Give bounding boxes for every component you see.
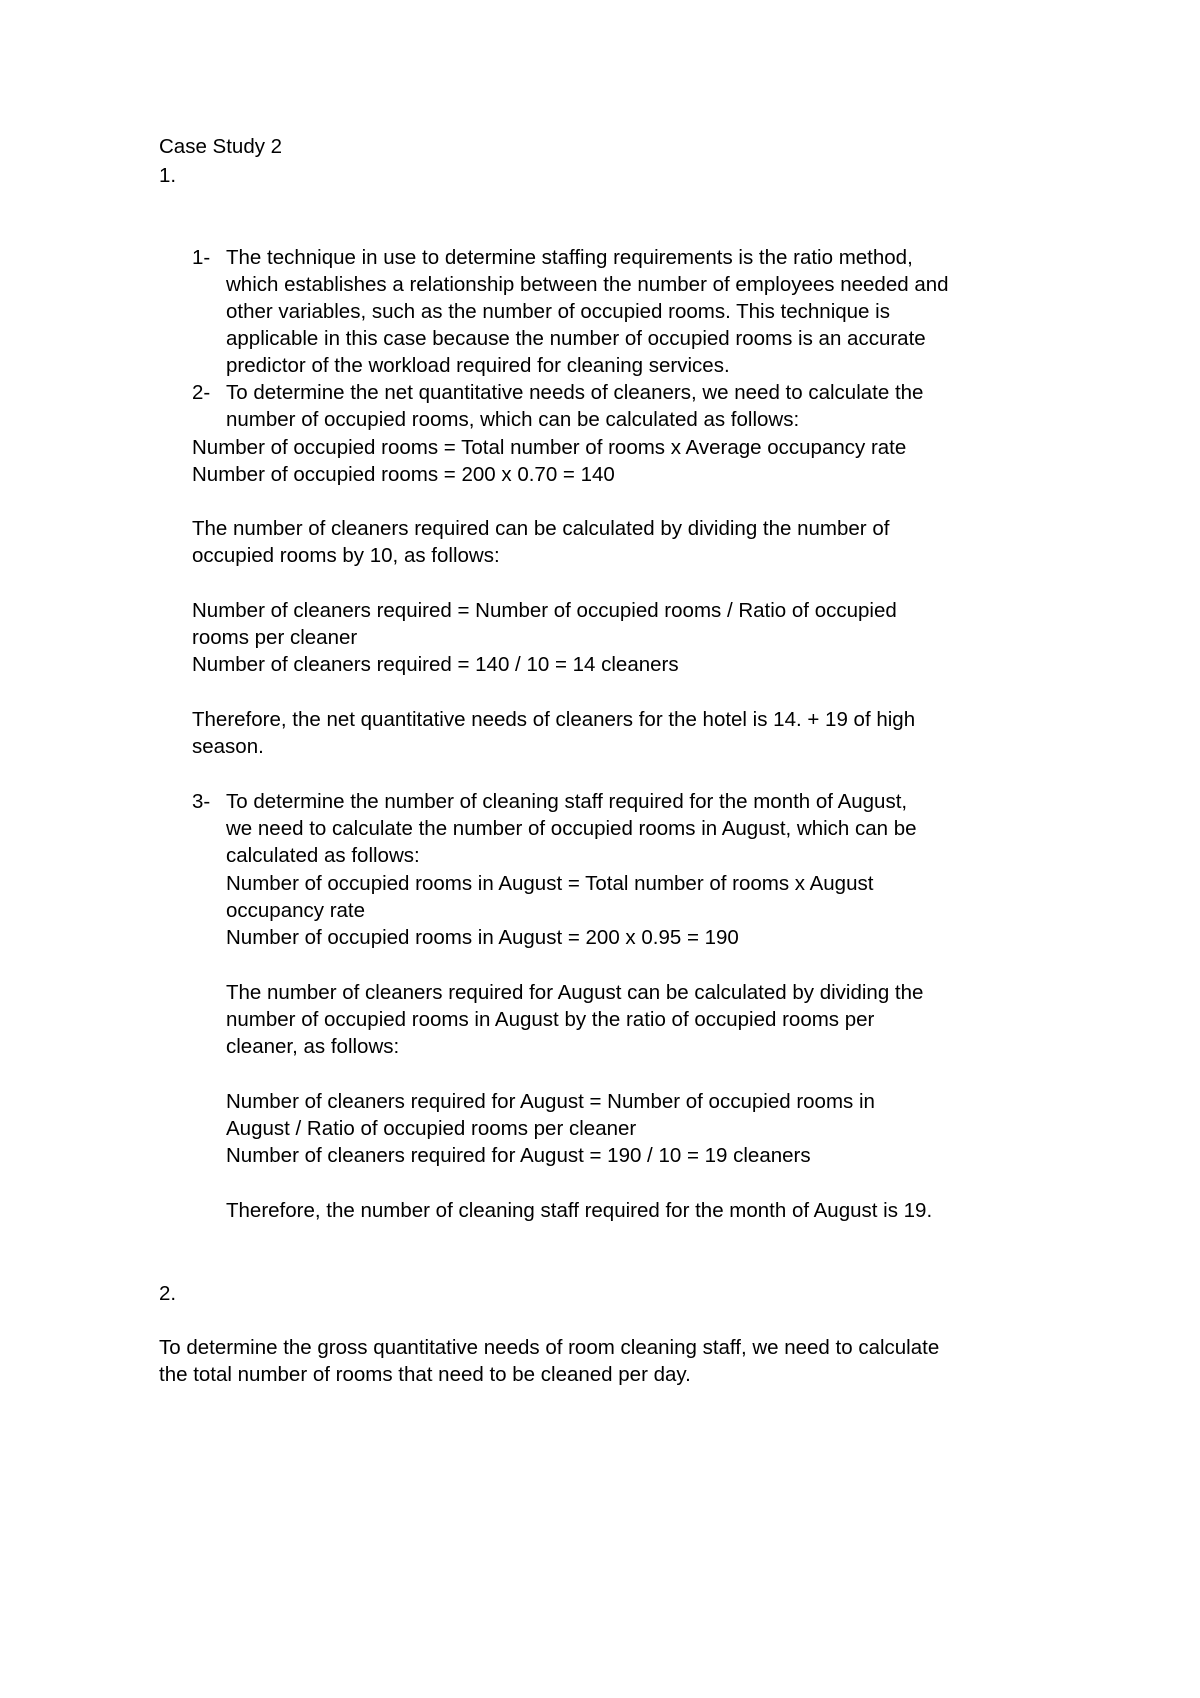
list-number: 1- (192, 246, 211, 269)
paragraph-line: applicable in this case because the number of occupied rooms is an accurate (226, 327, 926, 350)
paragraph-line: To determine the gross quantitative needs of room cleaning staff, we need to calculate (159, 1336, 940, 1359)
paragraph-line: calculated as follows: (226, 844, 420, 867)
paragraph-line: Therefore, the net quantitative needs of cleaners for the hotel is 14. + 19 of high (192, 708, 916, 731)
formula-line: Number of occupied rooms = 200 x 0.70 = 140 (192, 463, 615, 486)
paragraph-line: The technique in use to determine staffing requirements is the ratio method, (226, 246, 913, 269)
paragraph-line: the total number of rooms that need to be cleaned per day. (159, 1363, 691, 1386)
paragraph-line: Therefore, the number of cleaning staff required for the month of August is 19. (226, 1199, 933, 1222)
formula-line: Number of cleaners required for August = Number of occupied rooms in (226, 1090, 875, 1113)
page-title: Case Study 2 (159, 135, 283, 158)
formula-line: Number of occupied rooms in August = 200 x 0.95 = 190 (226, 926, 739, 949)
formula-line: Number of cleaners required = 140 / 10 = 14 cleaners (192, 653, 679, 676)
formula-line: August / Ratio of occupied rooms per cleaner (226, 1117, 637, 1140)
paragraph-line: predictor of the workload required for cleaning services. (226, 354, 730, 377)
paragraph-line: other variables, such as the number of occupied rooms. This technique is (226, 300, 890, 323)
paragraph-line: The number of cleaners required can be calculated by dividing the number of (192, 517, 890, 540)
list-number: 3- (192, 790, 211, 813)
formula-line: Number of occupied rooms in August = Total number of rooms x August (226, 872, 874, 895)
formula-line: Number of occupied rooms = Total number of rooms x Average occupancy rate (192, 436, 907, 459)
formula-line: Number of cleaners required for August = 190 / 10 = 19 cleaners (226, 1144, 811, 1167)
paragraph-line: To determine the number of cleaning staff required for the month of August, (226, 790, 908, 813)
formula-line: Number of cleaners required = Number of occupied rooms / Ratio of occupied (192, 599, 897, 622)
formula-line: rooms per cleaner (192, 626, 358, 649)
paragraph-line: The number of cleaners required for August can be calculated by dividing the (226, 981, 924, 1004)
paragraph-line: occupied rooms by 10, as follows: (192, 544, 500, 567)
paragraph-line: cleaner, as follows: (226, 1035, 400, 1058)
paragraph-line: season. (192, 735, 264, 758)
question-2-label: 2. (159, 1282, 177, 1305)
paragraph-line: we need to calculate the number of occupied rooms in August, which can be (226, 817, 917, 840)
question-1-label: 1. (159, 164, 177, 187)
paragraph-line: number of occupied rooms, which can be calculated as follows: (226, 408, 800, 431)
paragraph-line: number of occupied rooms in August by the ratio of occupied rooms per (226, 1008, 875, 1031)
paragraph-line: To determine the net quantitative needs of cleaners, we need to calculate the (226, 381, 924, 404)
paragraph-line: which establishes a relationship between the number of employees needed and (226, 273, 949, 296)
list-number: 2- (192, 381, 211, 404)
formula-line: occupancy rate (226, 899, 366, 922)
